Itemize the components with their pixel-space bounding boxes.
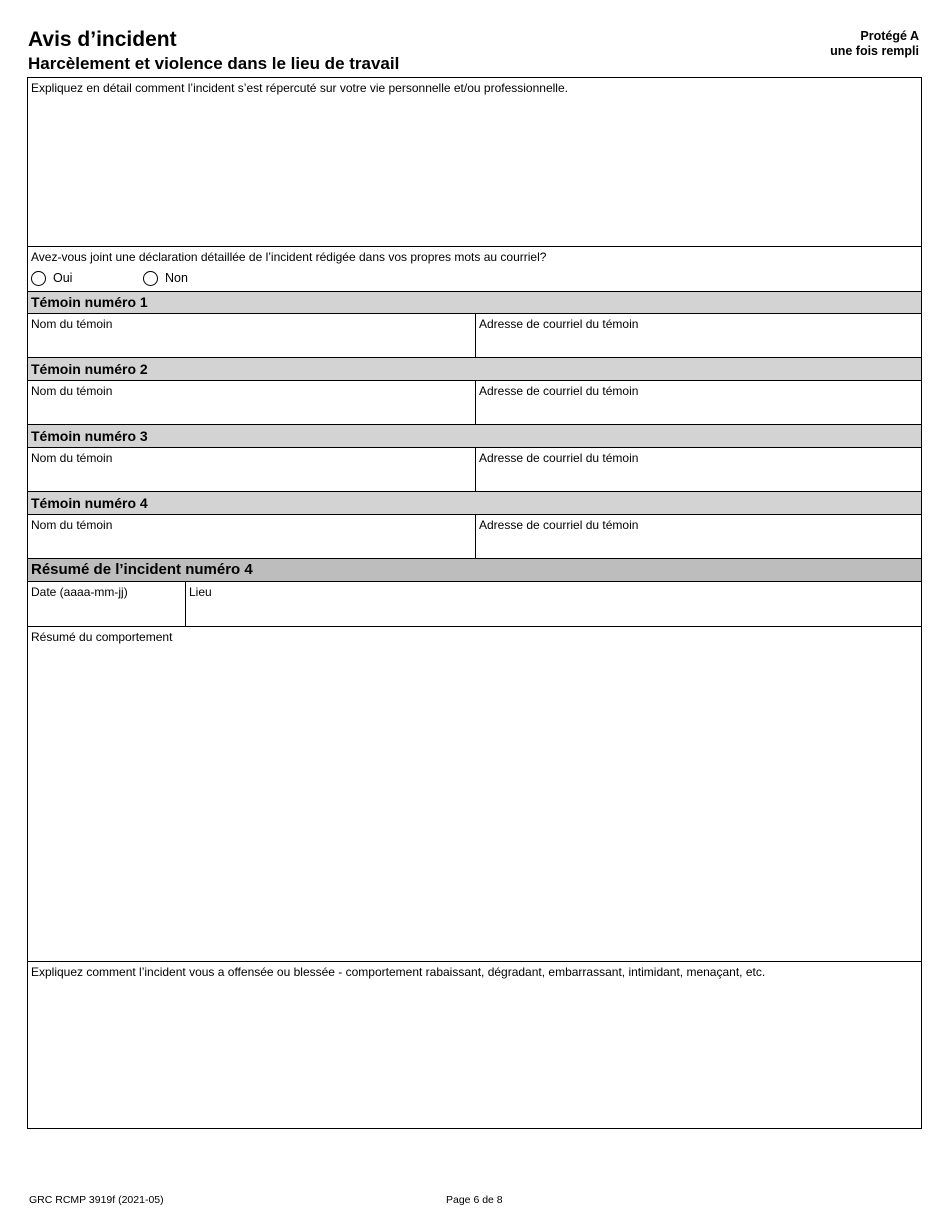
form-number: GRC RCMP 3919f (2021-05)	[29, 1194, 164, 1206]
witness-4-email-field[interactable]	[476, 515, 921, 558]
page-title: Avis d’incident	[28, 28, 177, 51]
witness-2-email-label: Adresse de courriel du témoin	[479, 384, 639, 398]
impact-label: Expliquez en détail comment l’incident s’est répercuté sur votre vie personnelle et/ou professionnelle.	[31, 81, 568, 95]
witness-1-email-label: Adresse de courriel du témoin	[479, 317, 639, 331]
date-label: Date (aaaa-mm-jj)	[31, 585, 128, 599]
date-field[interactable]	[28, 582, 185, 626]
witness-3-email-label: Adresse de courriel du témoin	[479, 451, 639, 465]
incident-summary-heading: Résumé de l’incident numéro 4	[28, 559, 921, 581]
witness-2-heading: Témoin numéro 2	[28, 358, 921, 380]
witness-4-email-label: Adresse de courriel du témoin	[479, 518, 639, 532]
witness-4-name-field[interactable]	[28, 515, 475, 558]
witness-3-email-field[interactable]	[476, 448, 921, 491]
protection-line-2: une fois rempli	[830, 44, 919, 58]
witness-2-email-field[interactable]	[476, 381, 921, 424]
place-label: Lieu	[189, 585, 212, 599]
witness-1-email-field[interactable]	[476, 314, 921, 357]
statement-question-label: Avez-vous joint une déclaration détaillée de l’incident rédigée dans vos propres mots au courriel?	[31, 250, 547, 264]
impact-field[interactable]	[28, 78, 921, 246]
offense-explanation-label: Expliquez comment l’incident vous a offensée ou blessée - comportement rabaissant, dégradant, embarrassant, intimidant, menaçant, etc.	[31, 965, 766, 979]
form-body	[27, 77, 922, 1129]
witness-2-name-label: Nom du témoin	[31, 384, 113, 398]
behaviour-summary-label: Résumé du comportement	[31, 630, 173, 644]
page-subtitle: Harcèlement et violence dans le lieu de travail	[28, 54, 400, 73]
witness-3-name-label: Nom du témoin	[31, 451, 113, 465]
witness-1-heading: Témoin numéro 1	[28, 292, 921, 313]
witness-1-name-field[interactable]	[28, 314, 475, 357]
behaviour-summary-field[interactable]	[28, 627, 921, 961]
radio-oui[interactable]	[31, 271, 46, 286]
witness-1-name-label: Nom du témoin	[31, 317, 113, 331]
statement-question	[28, 247, 921, 291]
offense-explanation-field[interactable]	[28, 962, 921, 1128]
witness-3-name-field[interactable]	[28, 448, 475, 491]
radio-non-label: Non	[165, 271, 188, 285]
page-number: Page 6 de 8	[446, 1194, 503, 1206]
radio-non[interactable]	[143, 271, 158, 286]
place-field[interactable]	[186, 582, 921, 626]
protection-line-1: Protégé A	[860, 29, 919, 43]
witness-4-heading: Témoin numéro 4	[28, 492, 921, 514]
witness-2-name-field[interactable]	[28, 381, 475, 424]
radio-oui-label: Oui	[53, 271, 73, 285]
witness-3-heading: Témoin numéro 3	[28, 425, 921, 447]
protection-label	[830, 29, 919, 59]
witness-4-name-label: Nom du témoin	[31, 518, 113, 532]
